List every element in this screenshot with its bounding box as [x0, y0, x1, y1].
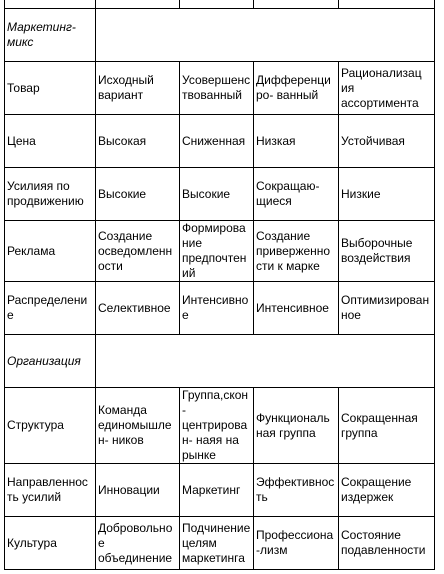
- table-cell: Создание приверженно сти к марке: [254, 221, 339, 282]
- table-cell: Рационализац ия ассортимента: [339, 62, 435, 115]
- section-row: [5, 335, 435, 388]
- table-cell: Профессиона -лизм: [254, 517, 339, 570]
- table-body: [5, 0, 435, 570]
- section-title: Маркетинг- микс: [5, 9, 96, 62]
- row-label: [5, 0, 96, 9]
- table-cell: Инновации: [96, 464, 180, 517]
- section-row: [5, 9, 435, 62]
- table-cell: Группа,скон - центрирова н- наяя на рынке: [180, 388, 254, 464]
- table-cell: Высокая: [96, 115, 180, 168]
- table-cell: Добровольно е объединение: [96, 517, 180, 570]
- table-cell: Подчинение целям маркетинга: [180, 517, 254, 570]
- table-cell: Состояние подавленности: [339, 517, 435, 570]
- table-cell: Интенсивное: [254, 282, 339, 335]
- table-row: [5, 168, 435, 221]
- table-cell: Селективное: [96, 282, 180, 335]
- strategy-table: [4, 0, 435, 570]
- section-title: Организация: [5, 335, 96, 388]
- table-cell: Маркетинг: [180, 464, 254, 517]
- table-row: [5, 388, 435, 464]
- table-cell: Низкая: [254, 115, 339, 168]
- table-cell: Создание осведомленн ости: [96, 221, 180, 282]
- table-cell: [254, 0, 339, 9]
- table-cell: Функциональ ная группа: [254, 388, 339, 464]
- table-row: [5, 221, 435, 282]
- table-cell: Высокие: [96, 168, 180, 221]
- table-cell: Интенсивно е: [180, 282, 254, 335]
- row-label: Цена: [5, 115, 96, 168]
- table-cell: Сокращенная группа: [339, 388, 435, 464]
- section-spacer: [96, 335, 435, 388]
- table-cell: Низкие: [339, 168, 435, 221]
- table-cell: Команда единомышле н- ников: [96, 388, 180, 464]
- table-row: [5, 0, 435, 9]
- table-row: [5, 62, 435, 115]
- table-cell: Устойчивая: [339, 115, 435, 168]
- section-spacer: [96, 9, 435, 62]
- table-cell: Дифференци ро- ванный: [254, 62, 339, 115]
- row-label: Структура: [5, 388, 96, 464]
- row-label: Культура: [5, 517, 96, 570]
- table-cell: Эффективнос ть: [254, 464, 339, 517]
- table-row: [5, 115, 435, 168]
- row-label: Товар: [5, 62, 96, 115]
- row-label: Усилияя по продвижению: [5, 168, 96, 221]
- table-cell: Усовершенс твованный: [180, 62, 254, 115]
- table-cell: Сокращение издержек: [339, 464, 435, 517]
- table-row: [5, 464, 435, 517]
- table-row: [5, 517, 435, 570]
- table-cell: Формирова ние предпочтен ий: [180, 221, 254, 282]
- row-label: Реклама: [5, 221, 96, 282]
- row-label: Направленнос ть усилий: [5, 464, 96, 517]
- table-cell: [96, 0, 180, 9]
- table-cell: Выборочные воздействия: [339, 221, 435, 282]
- table-cell: Исходный вариант: [96, 62, 180, 115]
- table-cell: Сниженная: [180, 115, 254, 168]
- table-cell: Высокие: [180, 168, 254, 221]
- table-cell: Сокращаю- щиеся: [254, 168, 339, 221]
- table-cell: [339, 0, 435, 9]
- row-label: Распределени е: [5, 282, 96, 335]
- table-row: [5, 282, 435, 335]
- table-cell: [180, 0, 254, 9]
- table-cell: Оптимизирован ное: [339, 282, 435, 335]
